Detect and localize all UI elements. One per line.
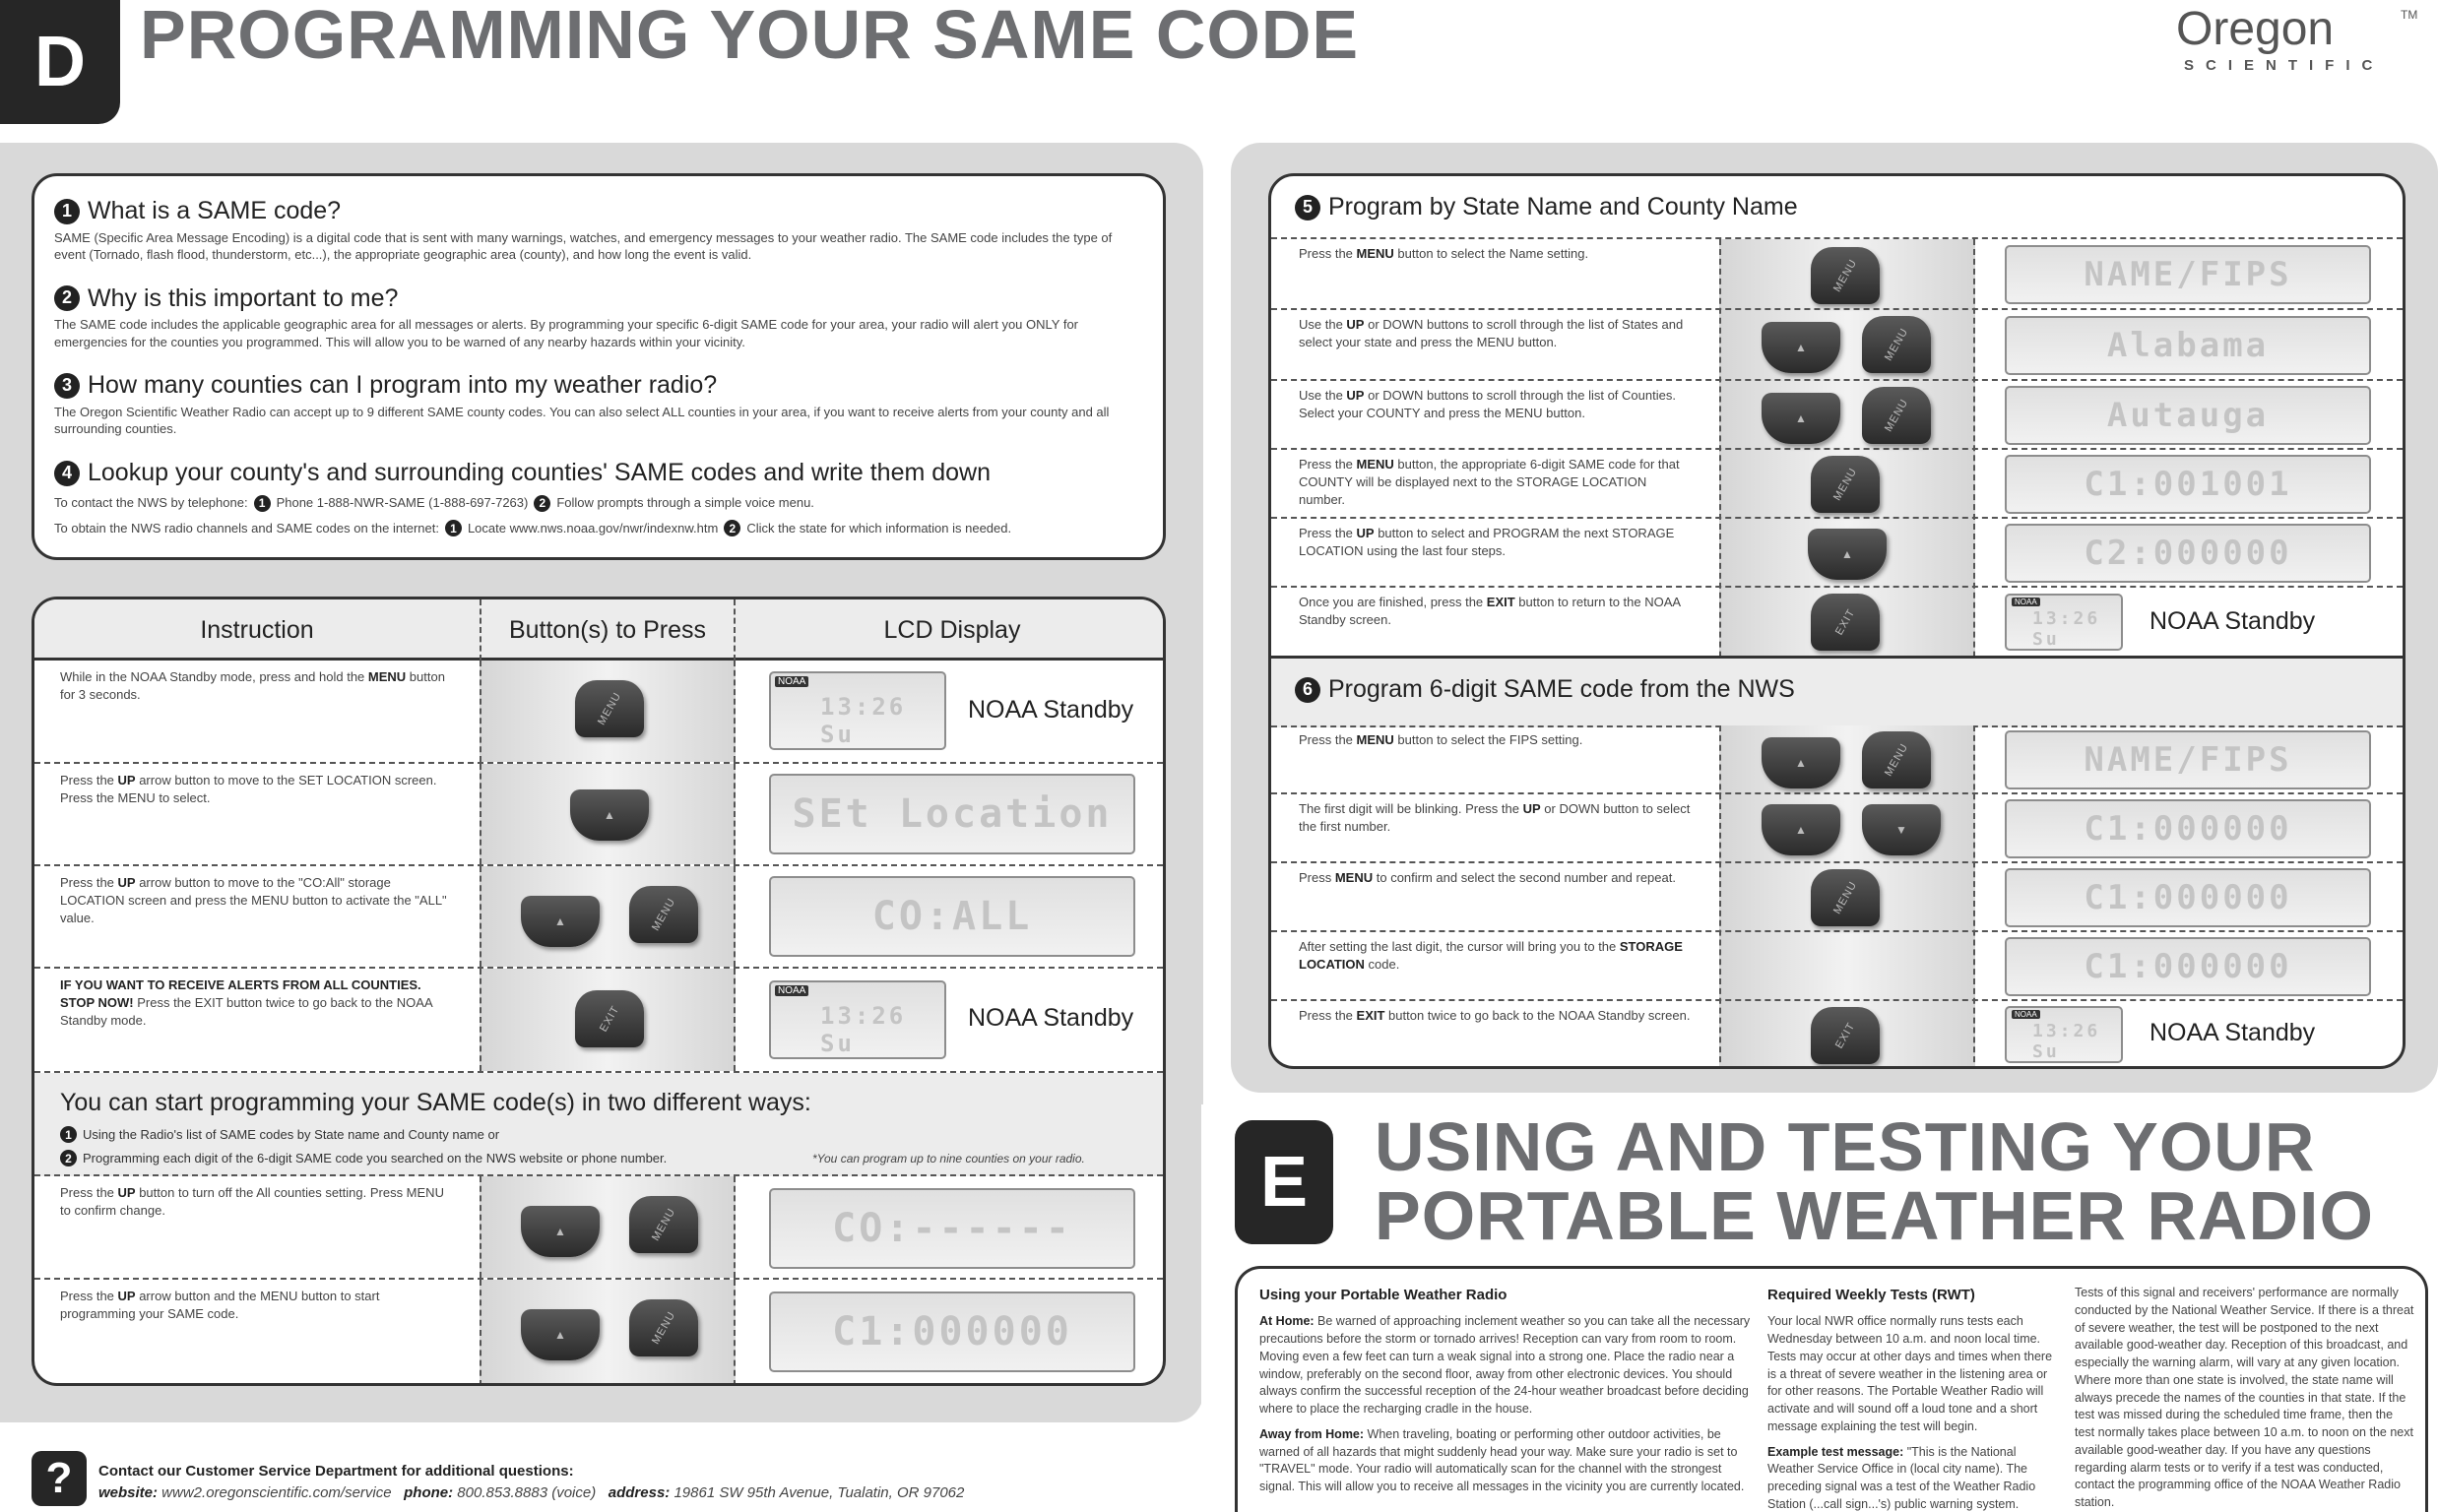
instruction-text: Press the EXIT button twice to go back to the NOAA Standby screen. (1299, 1008, 1691, 1023)
lcd-display: Alabama (2005, 316, 2371, 375)
e-col3-p1: Tests of this signal and receivers' performance are normally conducted by the National Weather Service. If there is a threat of severe weather, the test will be postponed to the next available good-weather day. Reception of this broadcast, and especially the warning alarm, will vary at any given location. Where more than one state is involved, the state name will always precede the names of the counties in that state. If the test was missed during the scheduled time frame, then the test normally takes place between 10 a.m. to noon on the next available good-weather day. If you have any questions regarding alarm tests or to verify if a test was conducted, contact the programming office of the NOAA Weather Radio station. (2075, 1286, 2414, 1509)
footer-contact: Contact our Customer Service Department for additional questions: (98, 1463, 574, 1480)
address-text: 19861 SW 95th Avenue, Tualatin, OR 97062 (670, 1484, 965, 1501)
section-d-badge: D (0, 0, 120, 124)
button-cell (480, 866, 736, 967)
instruction-text: After setting the last digit, the cursor will bring you to the STORAGE LOCATION code. (1299, 939, 1683, 972)
section-5-title: Program by State Name and County Name (1328, 193, 1798, 220)
ways-title: You can start programming your SAME code(s) in two different ways: (60, 1089, 811, 1116)
num-badge: 1 (60, 1126, 77, 1143)
lookup-web-intro: To obtain the NWS radio channels and SAME codes on the internet: (54, 520, 439, 536)
section-d-title: PROGRAMMING YOUR SAME CODE (140, 0, 1360, 73)
lookup-phone-intro: To contact the NWS by telephone: (54, 495, 248, 511)
table-row (1271, 1001, 2403, 1069)
ways-section (34, 1073, 1163, 1176)
instruction-text: Use the UP or DOWN buttons to scroll through the list of States and select your state and press the MENU button. (1299, 317, 1684, 349)
lookup-phone-step1: Phone 1-888-NWR-SAME (1-888-697-7263) (276, 495, 529, 511)
lcd-clock: 13:26 Su (2032, 1021, 2101, 1062)
down-button[interactable]: ▼ (1862, 804, 1941, 855)
section-6-title: Program 6-digit SAME code from the NWS (1328, 675, 1795, 703)
exit-button[interactable]: EXIT (1811, 594, 1880, 651)
table-row (34, 661, 1163, 764)
num-badge: 2 (60, 1150, 77, 1166)
address-label: address: (608, 1484, 671, 1501)
ways-note: *You can program up to nine counties on your radio. (812, 1152, 1085, 1166)
brand-logo (2176, 2, 2418, 81)
faq-panel (32, 173, 1166, 560)
lcd-clock: 13:26 Su (2032, 608, 2101, 650)
phone-number: 800.853.8883 (voice) (453, 1484, 597, 1501)
instruction-text: IF YOU WANT TO RECEIVE ALERTS FROM ALL COUNTIES. STOP NOW! Press the EXIT button twice to go back to the NOAA Standby mode. (60, 977, 432, 1028)
standby-label: NOAA Standby (2149, 607, 2316, 635)
menu-button[interactable]: MENU (629, 886, 698, 943)
instruction-text: Once you are finished, press the EXIT button to return to the NOAA Standby screen. (1299, 595, 1681, 627)
num-badge: 2 (54, 285, 80, 311)
menu-button[interactable]: MENU (1811, 247, 1880, 304)
button-cell (480, 969, 736, 1071)
program-panel (1268, 173, 2406, 1069)
lcd-display: CO:------ (769, 1188, 1135, 1269)
button-cell (480, 1176, 736, 1278)
lcd-display: C1:000000 (2005, 868, 2371, 927)
lookup-phone (54, 494, 1143, 512)
section-e-title-1: USING AND TESTING YOUR (1375, 1108, 2316, 1185)
section-6-rows (1271, 725, 2403, 1069)
e-column-1 (1259, 1285, 1752, 1504)
section-5-header (1295, 194, 2403, 221)
faq-title: Why is this important to me? (88, 284, 399, 312)
button-cell (480, 764, 736, 864)
menu-button[interactable]: MENU (629, 1299, 698, 1356)
lcd-clock: 13:26 Su (820, 693, 907, 748)
lcd-display: C2:000000 (2005, 524, 2371, 583)
e-column-3 (2075, 1285, 2414, 1512)
lookup-web (54, 520, 1143, 537)
num-badge: 1 (54, 199, 80, 224)
faq-item-4 (54, 460, 1143, 537)
up-button[interactable]: ▲ (521, 896, 600, 947)
lookup-web-step2: Click the state for which information is needed. (746, 520, 1012, 536)
instruction-text: Press the UP arrow button to move to the SET LOCATION screen. Press the MENU to select. (60, 773, 437, 805)
table-row (1271, 794, 2403, 863)
menu-button[interactable]: MENU (1811, 456, 1880, 513)
button-cell (480, 661, 736, 762)
e-col1-heading: Using your Portable Weather Radio (1259, 1287, 1508, 1303)
table-row (1271, 519, 2403, 588)
instruction-text: Use the UP or DOWN buttons to scroll through the list of Counties. Select your COUNTY and press the MENU button. (1299, 388, 1676, 420)
menu-button[interactable]: MENU (629, 1196, 698, 1253)
standby-label: NOAA Standby (968, 1004, 1134, 1032)
instruction-text: Press the MENU button, the appropriate 6-digit SAME code for that COUNTY will be displayed next to the STORAGE LOCATION number. (1299, 457, 1680, 507)
lcd-display: C1:000000 (769, 1292, 1135, 1372)
lcd-display: SEt Location (769, 774, 1135, 854)
num-badge: 2 (534, 495, 550, 512)
e-col2-heading: Required Weekly Tests (RWT) (1767, 1287, 1975, 1303)
section-e-badge: E (1235, 1120, 1333, 1244)
brand-sub: SCIENTIFIC (2184, 57, 2385, 74)
exit-button[interactable]: EXIT (575, 990, 644, 1047)
instruction-text: Press the UP arrow button and the MENU button to start programming your SAME code. (60, 1289, 380, 1321)
num-badge: 5 (1295, 195, 1320, 220)
menu-button[interactable]: MENU (1811, 869, 1880, 926)
lcd-display: Autauga (2005, 386, 2371, 445)
instruction-text: Press the MENU button to select the Name setting. (1299, 246, 1589, 261)
instruction-text: The first digit will be blinking. Press the UP or DOWN button to select the first number. (1299, 801, 1691, 834)
num-badge: 1 (445, 520, 462, 536)
col-buttons-header: Button(s) to Press (480, 599, 736, 661)
faq-item-2 (54, 285, 1143, 351)
exit-button[interactable]: EXIT (1811, 1007, 1880, 1064)
instruction-table (32, 597, 1166, 1386)
instruction-text: Press the UP button to select and PROGRAM the next STORAGE LOCATION using the last four steps. (1299, 526, 1675, 558)
menu-button[interactable]: MENU (1862, 316, 1931, 373)
col-instruction-header: Instruction (200, 615, 314, 644)
table-row (1271, 932, 2403, 1001)
lookup-web-step1[interactable]: Locate www.nws.noaa.gov/nwr/indexnw.htm (467, 520, 719, 536)
e-col1-p1: At Home: Be warned of approaching inclement weather so you can take all the necessary precautions before the storm or tornado arrives! Reception can vary from room to room. Moving even a few feet can turn a weak signal into a strong one. Place the radio near a window, preferably on the second floor, away from other electronic devices. You should always confirm the successful reception of the 24-hour weather broadcast before deciding where to place the recharging cradle in the house. (1259, 1314, 1751, 1417)
noaa-icon: NOAA (2012, 1010, 2040, 1019)
faq-item-1 (54, 198, 1143, 264)
lcd-display: C1:000000 (2005, 799, 2371, 858)
faq-title: Lookup your county's and surrounding counties' SAME codes and write them down (88, 458, 992, 486)
table-row (1271, 381, 2403, 450)
instruction-text: Press the UP button to turn off the All counties setting. Press MENU to confirm change. (60, 1185, 444, 1218)
table-row (34, 969, 1163, 1073)
up-button[interactable]: ▲ (521, 1309, 600, 1360)
section-e-title-2: PORTABLE WEATHER RADIO (1375, 1177, 2374, 1254)
lookup-phone-step2: Follow prompts through a simple voice menu. (556, 495, 814, 511)
noaa-icon: NOAA (775, 676, 808, 687)
table-row (34, 1280, 1163, 1386)
e-col1-p2: Away from Home: When traveling, boating or performing other outdoor activities, be warned of all hazards that might suddenly head your way. Make sure your radio is set to "TRAVEL" mode. Your radio will automatically scan for the channel with the strongest signal. This will allow you to receive all messages in the vicinity you are currently located. (1259, 1426, 1745, 1494)
help-badge: ? (32, 1451, 87, 1506)
phone-label: phone: (404, 1484, 454, 1501)
e-col2-p1: Your local NWR office normally runs tests each Wednesday between 10 a.m. and noon local time. Tests may occur at other days and times when there is a threat of severe weather in the listening area or for other reasons. The Portable Weather Radio will activate and will sound off a loud tone and a short message explaining the test will begin. (1767, 1314, 2053, 1433)
table-row (34, 866, 1163, 969)
faq-title: What is a SAME code? (88, 197, 342, 224)
section-e-panel (1235, 1266, 2428, 1512)
up-button[interactable]: ▲ (1808, 529, 1887, 580)
menu-button[interactable]: MENU (1862, 387, 1931, 444)
brand-tm: TM (2401, 8, 2418, 22)
up-button[interactable]: ▲ (521, 1206, 600, 1257)
faq-title: How many counties can I program into my weather radio? (88, 371, 718, 400)
table-row (34, 764, 1163, 866)
col-lcd-header: LCD Display (883, 615, 1021, 644)
e-col2-p2: Example test message: "This is the National Weather Service Office in (local city name). The preceding signal was a test of the Weather Radio Station (...call sign...'s) public warning system. (1767, 1444, 2036, 1511)
lcd-display: CO:ALL (769, 876, 1135, 957)
standby-label: NOAA Standby (2149, 1019, 2316, 1046)
table-row (1271, 310, 2403, 381)
faq-body: The SAME code includes the applicable geographic area for all messages or alerts. By programming your specific 6-digit SAME code for your area, your radio will alert you ONLY for emergencies for the counties you programmed. This will allow you to be warned of any nearby hazards within your vicinity. (54, 317, 1079, 349)
faq-item-3 (54, 372, 1143, 438)
table-row (1271, 863, 2403, 932)
instruction-text: Press MENU to confirm and select the second number and repeat. (1299, 870, 1676, 885)
num-badge: 4 (54, 461, 80, 486)
website-label: website: (98, 1484, 159, 1501)
menu-button[interactable]: MENU (1862, 731, 1931, 788)
num-badge: 2 (724, 520, 740, 536)
lcd-display: NAME/FIPS (2005, 730, 2371, 789)
noaa-icon: NOAA (775, 985, 808, 996)
menu-button[interactable]: MENU (575, 680, 644, 737)
up-button[interactable]: ▲ (1762, 393, 1840, 444)
website-link[interactable]: www2.oregonscientific.com/service (158, 1484, 392, 1501)
faq-body: SAME (Specific Area Message Encoding) is a digital code that is sent with many warnings, watches, and emergency messages to your weather radio. The SAME code includes the type of event (Tornado, flash flood, thunderstorm, etc...), the appropriate geographic area (county), and how long the event is valid. (54, 229, 1113, 263)
up-button[interactable]: ▲ (1762, 737, 1840, 788)
up-button[interactable]: ▲ (1762, 804, 1840, 855)
lcd-display: C1:001001 (2005, 455, 2371, 514)
num-badge: 6 (1295, 677, 1320, 703)
instruction-text: While in the NOAA Standby mode, press and hold the MENU button for 3 seconds. (60, 669, 445, 702)
button-cell (480, 1280, 736, 1386)
section-6-header (1271, 659, 2403, 727)
brand-name: Oregon (2176, 3, 2335, 55)
instruction-text: Press the MENU button to select the FIPS setting. (1299, 732, 1583, 747)
num-badge: 3 (54, 373, 80, 399)
table-row (34, 1176, 1163, 1280)
standby-label: NOAA Standby (968, 696, 1134, 724)
num-badge: 1 (254, 495, 271, 512)
table-row (1271, 725, 2403, 794)
table-row (1271, 450, 2403, 519)
up-button[interactable]: ▲ (570, 789, 649, 841)
up-button[interactable]: ▲ (1762, 322, 1840, 373)
instruction-text: Press the UP arrow button to move to the "CO:All" storage LOCATION screen and press the MENU button to activate the "ALL" value. (60, 875, 447, 925)
lcd-clock: 13:26 Su (820, 1002, 907, 1057)
faq-body: The Oregon Scientific Weather Radio can accept up to 9 different SAME county codes. You can also select ALL counties in your area, if you want to receive alerts from your county and all surrounding counties. (54, 404, 1110, 437)
table-row (1271, 588, 2403, 659)
e-column-2 (1767, 1285, 2063, 1512)
table-row (1271, 239, 2403, 310)
way-2: 2 Programming each digit of the 6-digit SAME code you searched on the NWS website or phone number. (60, 1150, 667, 1166)
lcd-display: C1:000000 (2005, 937, 2371, 996)
lcd-display: NAME/FIPS (2005, 245, 2371, 304)
footer-details (98, 1484, 964, 1501)
noaa-icon: NOAA (2012, 598, 2040, 606)
way-1: 1 Using the Radio's list of SAME codes by State name and County name or (60, 1126, 499, 1143)
